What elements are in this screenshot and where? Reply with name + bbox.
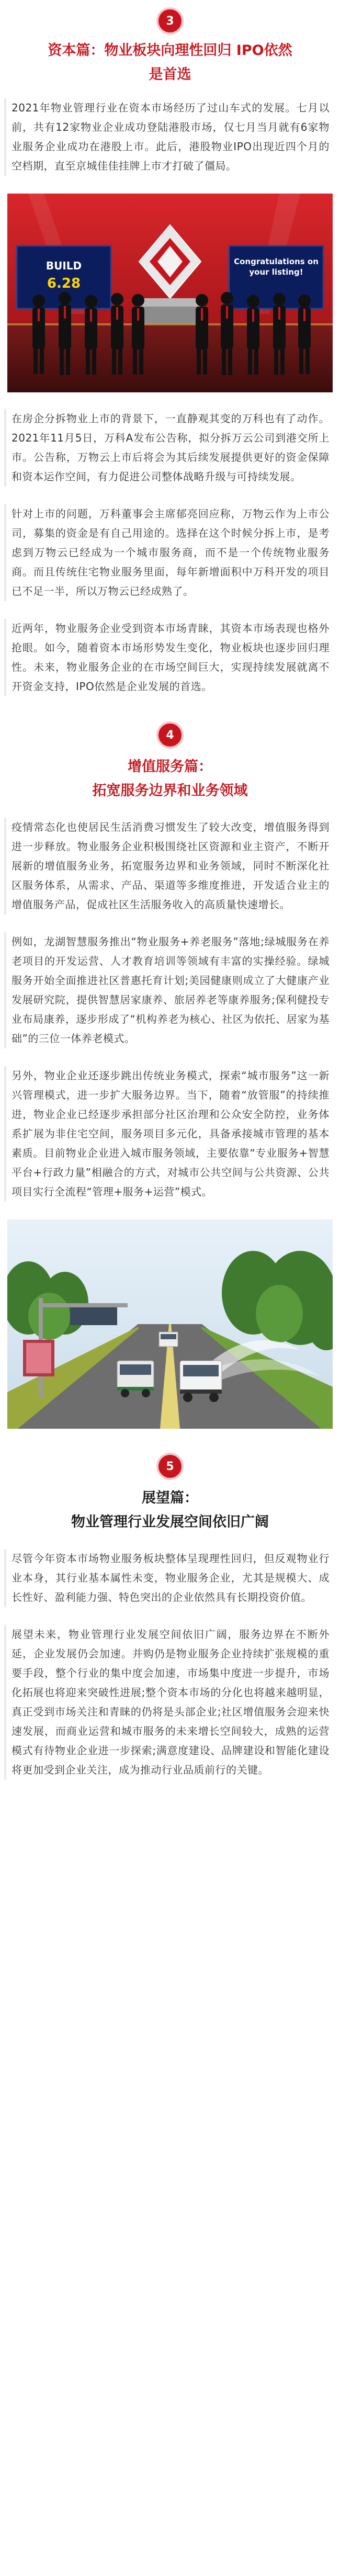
paragraph: 展望未来，物业管理行业发展空间依旧广阔，服务边界在不断外延，企业发展仍会加速。并购仍是物业服务企业持续扩张规模的重要手段，整个行业的集中度会加速，市场集中度进一步提升，市场化拓展也将迎来突破性进展;整个资本市场的分化也将越来越明显，真正受到市场关注和青睐的仍将是头部企业;社区增值服务会迎来快速发展，而商业运营和城市服务的未来增长空间较大，成熟的运营模式有待物业企业进一步探索;满意度建设、品牌建设和智能化建设将更加受到企业关注，成为推动行业品质前行的关键。 — [0, 1625, 340, 1780]
paragraph: 另外，物业企业还逐步跳出传统业务模式，探索“城市服务”这一新兴管理模式，进一步扩大服务边界。当下，随着“放管服”的持续推进，物业企业已经逐步承担部分社区治理和公众安全防控，业务体系扩展为非住宅空间，服务项目多元化，具备承接城市管理的基本素质。目前物业企业进入城市服务领域，主要依靠“专业服务+智慧平台+行政力量”相融合的方式，对城市公共空间与公共资源、公共项目实行全流程“管理+服务+运营”模式。 — [0, 1066, 340, 1202]
road-illustration — [7, 1219, 333, 1429]
section-number-badge: 5 — [158, 1455, 182, 1478]
section-number-badge: 3 — [158, 9, 182, 32]
section-3-title — [0, 39, 340, 87]
left-screen-date: 6.28 — [47, 276, 81, 291]
section-5-title-line1: 展望篇： — [142, 1490, 198, 1506]
section-3-title-prefix: 资本篇： — [48, 42, 105, 59]
section-4-title-line1: 增值服务篇： — [128, 759, 212, 775]
section-4-title-line2: 拓宽服务边界和业务领域 — [92, 783, 248, 799]
listing-ceremony-photo — [7, 194, 333, 392]
section-number-badge: 4 — [158, 724, 182, 747]
paragraph: 2021年物业管理行业在资本市场经历了过山车式的发展。七月以前，共有12家物业企业成功登陆港股市场，仅七月当月就有6家物业服务企业成功在港股上市。此后，港股物业IPO出现近四个月的空档期，直至京城佳佳挂牌上市才打破了僵局。 — [0, 98, 340, 176]
paragraph: 近两年，物业服务企业受到资本市场青睐，其资本市场表现也格外抢眼。如今，随着资本市场形势发生变化，物业板块也逐步回归理性。未来，物业服务企业的在市场空间巨大，实现持续发展就离不开资金支持，IPO依然是企业发展的首选。 — [0, 619, 340, 696]
section-4-title — [0, 755, 340, 803]
road-photo — [7, 1219, 333, 1429]
billboard — [23, 1340, 54, 1376]
paragraph: 例如，龙湖智慧服务推出“物业服务+养老服务”落地;绿城服务在养老项目的开发运营、人才教育培训等领域有丰富的实操经验。绿城服务开始全面推进社区普惠托育计划;美园健康则成立了大健康产业发展研究院，提供智慧居家康养、旅居养老等康养服务;保利健投专业布局康养，逐步形成了“机构养老为核心、社区为依托、居家为基础”的三位一体养老模式。 — [0, 932, 340, 1048]
paragraph: 在房企分拆物业上市的背景下，一直静观其变的万科也有了动作。2021年11月5日，万科A发布公告称，拟分拆万云公司到港交所上市。公告称，万物云上市后将会为其后续发展提供更好的资金保障和资本运作空间，有力促进公司整体战略升级与可持续发展。 — [0, 409, 340, 487]
section-4-badge-wrap — [0, 714, 340, 751]
far-truck — [159, 1332, 178, 1347]
section-5-title — [0, 1486, 340, 1534]
gantry-sign — [70, 1307, 117, 1325]
section-3-badge-wrap — [0, 0, 340, 37]
right-screen-text: Congratulations on your listing! — [234, 257, 319, 277]
ceremony-illustration — [7, 194, 333, 392]
section-3-title-line2: 是首选 — [149, 66, 191, 83]
paragraph: 疫情常态化也使居民生活消费习惯发生了较大改变，增值服务得到进一步释放。物业服务企业积极围绕社区资源和业主资产，不断开展新的增值服务业务，拓宽服务边界和业务领域，同时不断深化社区服务体系，从需求、产品、渠道等多维度推进，开发适合业主的增值服务产品，促成社区生活服务收入的高质量快速增长。 — [0, 818, 340, 914]
paragraph: 针对上市的问题，万科董事会主席郁亮回应称，万物云作为上市公司，募集的资金是有自己用途的。选择在这个时候分拆上市，是考虑到万物云已经成为一个城市服务商，而不是一个传统物业服务商。而且传统住宅物业服务里面，每年新增面积中万科开发的项目已不足一半，所以万物云已经成熟了。 — [0, 504, 340, 601]
paragraph: 尽管今年资本市场物业服务板块整体呈现理性回归，但反观物业行业本身，其行业基本属性未变，物业服务企业，尤其是规模大、成长性好、盈利能力强、特色突出的企业依然具有长期投资价值。 — [0, 1549, 340, 1607]
section-5-title-line2: 物业管理行业发展空间依旧广阔 — [71, 1514, 269, 1530]
section-5-badge-wrap — [0, 1445, 340, 1482]
left-screen-brand: BUILD — [46, 259, 82, 272]
section-3-title-line1: 物业板块向理性回归 IPO依然 — [104, 42, 292, 59]
